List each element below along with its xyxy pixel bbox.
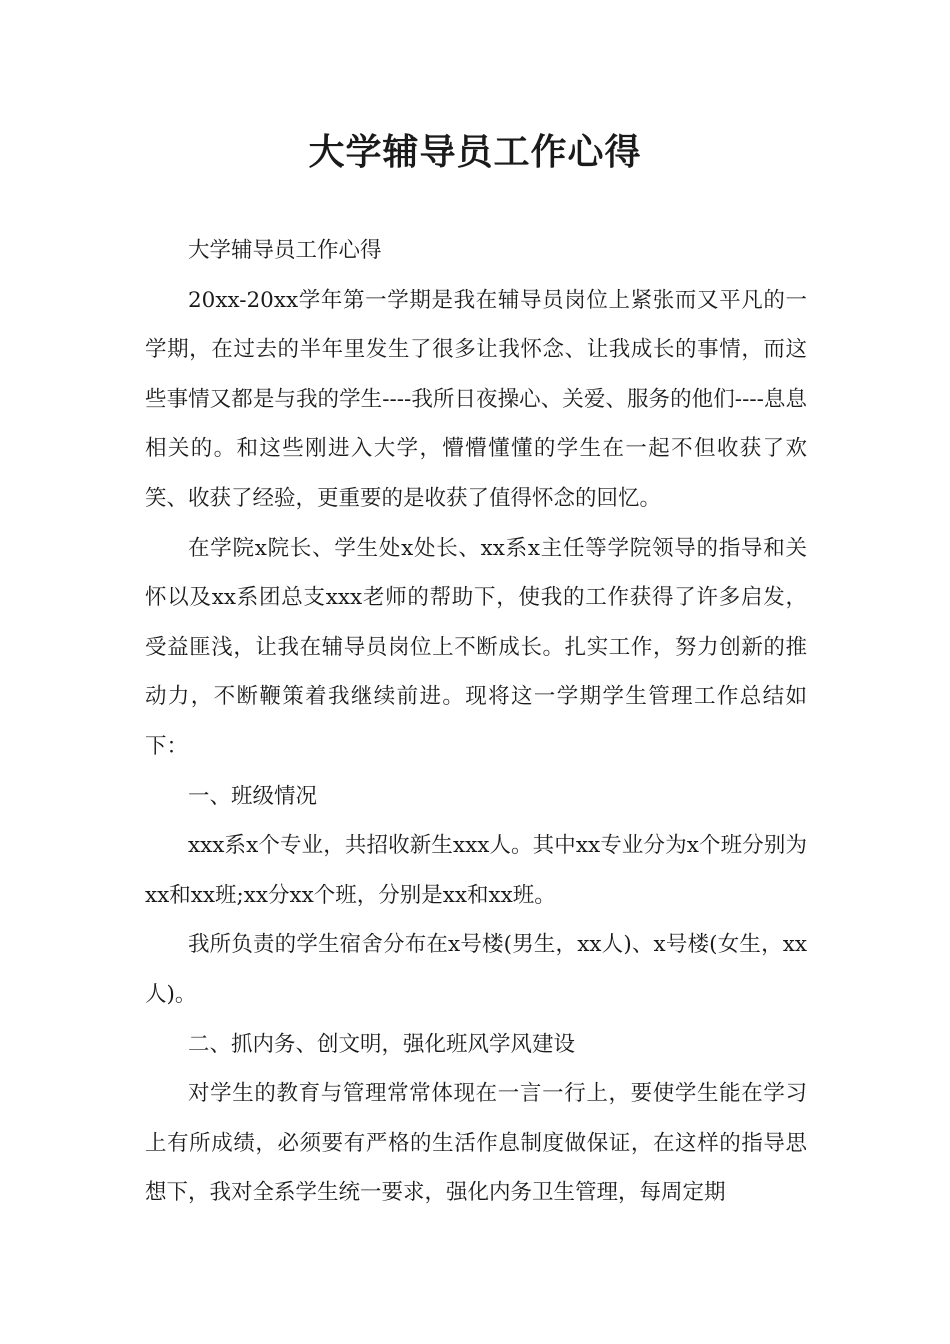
section-heading-class-situation: 一、班级情况 xyxy=(188,783,318,809)
section-heading-class-style: 二、抓内务、创文明，强化班风学风建设 xyxy=(188,1031,576,1057)
document-body xyxy=(145,226,807,1218)
paragraph-management: 对学生的教育与管理常常体现在一言一行上，要使学生能在学习上有所成绩，必须要有严格的生活作息制度做保证，在这样的指导思想下，我对全系学生统一要求，强化内务卫生管理，每周定期 xyxy=(145,1081,807,1206)
document-title: 大学辅导员工作心得 xyxy=(308,132,642,173)
paragraph-acknowledgement: 在学院x院长、学生处x处长、xx系x主任等学院领导的指导和关怀以及xx系团总支xxx老师的帮助下，使我的工作获得了许多启发，受益匪浅，让我在辅导员岗位上不断成长。扎实工作，努力创新的推动力，不断鞭策着我继续前进。现将这一学期学生管理工作总结如下： xyxy=(145,535,807,759)
paragraph-dormitory-info: 我所负责的学生宿舍分布在x号楼(男生，xx人)、x号楼(女生，xx人)。 xyxy=(145,932,807,1007)
paragraph-subtitle: 大学辅导员工作心得 xyxy=(188,238,382,263)
paragraph-intro: 20xx-20xx学年第一学期是我在辅导员岗位上紧张而又平凡的一学期，在过去的半年里发生了很多让我怀念、让我成长的事情，而这些事情又都是与我的学生----我所日夜操心、关爱、服务的他们----息息相关的。和这些刚进入大学，懵懵懂懂的学生在一起不但收获了欢笑、收获了经验，更重要的是收获了值得怀念的回忆。 xyxy=(145,287,807,511)
paragraph-class-info: xxx系x个专业，共招收新生xxx人。其中xx专业分为x个班分别为xx和xx班;xx分xx个班，分别是xx和xx班。 xyxy=(145,833,807,908)
